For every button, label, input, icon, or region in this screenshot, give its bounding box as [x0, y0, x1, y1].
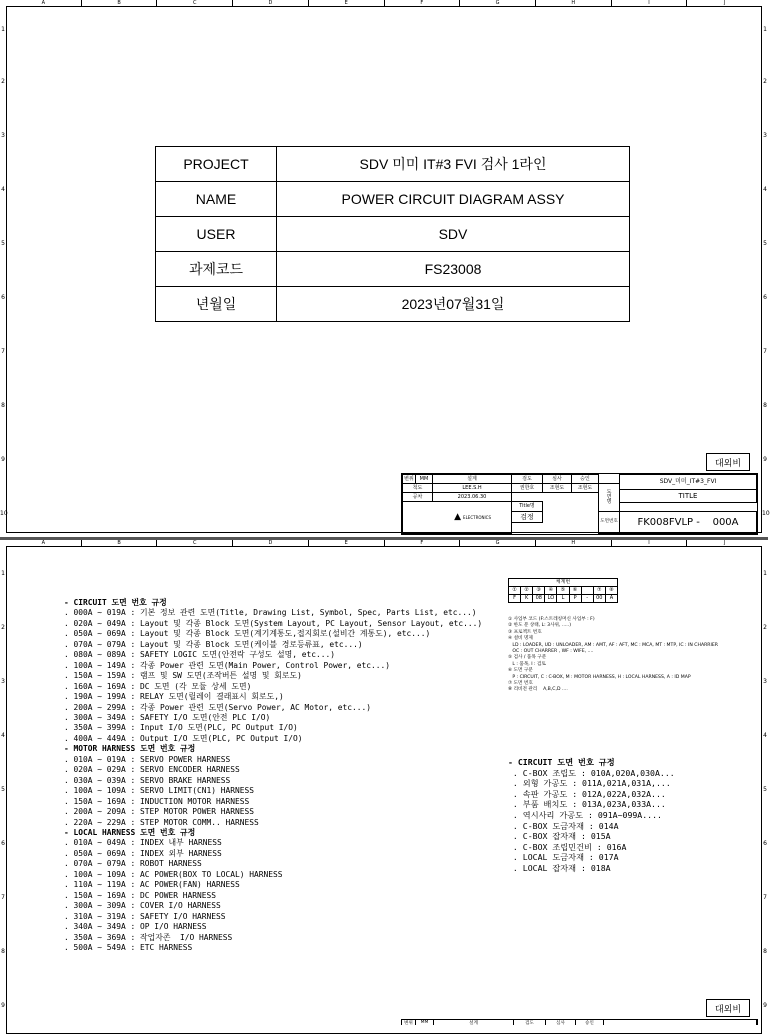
- list-item: . 외형 가공도 : 011A,021A,031A,...: [508, 778, 671, 789]
- row-label: 7: [1, 894, 5, 901]
- col-label: A: [6, 540, 82, 546]
- col-label: E: [309, 540, 385, 546]
- list-item: . 350A ~ 399A : Input I/O 도면(PLC, PC Output I/O): [64, 723, 298, 733]
- tb-blank: [604, 1020, 757, 1025]
- legend-code: L: [557, 595, 569, 602]
- drawing-number: FK008FVLP - 000A: [619, 511, 757, 534]
- list-item: . 080A ~ 089A : SAFETY LOGIC 도면(안전락 구성도 설명, etc...): [64, 650, 335, 660]
- legend-code: P: [570, 595, 582, 602]
- tb-header: 설계: [434, 1020, 514, 1025]
- list-item: . 020A ~ 049A : Layout 및 각종 Block 도면(System Layout, PC Layout, Sensor Layout, etc...): [64, 618, 483, 628]
- date-value: 2023년07월31일: [277, 287, 630, 322]
- col-label: H: [536, 540, 612, 546]
- legend-number-row: [509, 587, 617, 595]
- row-label: 8: [1, 948, 5, 955]
- tb-label: Title명: [511, 501, 543, 512]
- legend-code: 00: [594, 595, 606, 602]
- list-item: . LOCAL 잡자재 : 018A: [508, 862, 611, 873]
- tb-label: 도면번호: [598, 511, 620, 534]
- tb-header: 심사: [546, 1020, 576, 1025]
- tb-header: MM: [416, 1020, 434, 1025]
- col-label: D: [233, 540, 309, 546]
- row-label: 1: [1, 570, 5, 577]
- col-label: I: [612, 540, 688, 546]
- drawing-name: SDV_미미_IT#3_FVI: [619, 474, 757, 490]
- row-label: 6: [763, 294, 767, 301]
- company-logo: [402, 501, 512, 534]
- tb-header: 검도: [511, 474, 543, 484]
- col-label: I: [612, 0, 688, 6]
- legend-code: K: [521, 595, 533, 602]
- task-code-value: FS23008: [277, 252, 630, 287]
- list-item: . 160A ~ 169A : DC 도면 (각 모듈 상세 도면): [64, 681, 252, 691]
- row-label: 6: [763, 840, 767, 847]
- legend-number: ⑧: [609, 587, 614, 593]
- list-item: . 050A ~ 069A : INDEX 외부 HARNESS: [64, 848, 222, 858]
- list-item: . C-BOX 조립민건비 : 016A: [508, 841, 627, 852]
- tb-header: 승인: [576, 1020, 604, 1025]
- list-item: . 400A ~ 449A : Output I/O 도면(PLC, PC Output I/O): [64, 733, 303, 743]
- name-label: NAME: [156, 182, 277, 217]
- table-row: [156, 217, 630, 252]
- row-label: 7: [763, 348, 767, 355]
- col-label: J: [723, 0, 726, 6]
- col-label: F: [385, 0, 461, 6]
- section-heading: - CIRCUIT 도면 번호 규정: [508, 757, 615, 767]
- table-row: [156, 147, 630, 182]
- date-label: 년월일: [156, 287, 277, 322]
- numbering-rules-list: [64, 598, 482, 953]
- list-item: . 010A ~ 049A : INDEX 내부 HARNESS: [64, 838, 222, 848]
- list-item: . 050A ~ 069A : Layout 및 각종 Block 도면(계기계통도,접지회로(설비간 계통도), etc...): [64, 629, 431, 639]
- list-item: . 110A ~ 119A : AC POWER(FAN) HARNESS: [64, 880, 240, 890]
- row-label: 2: [763, 624, 767, 631]
- legend-code-row: [509, 595, 617, 602]
- project-info-table: [155, 146, 630, 322]
- tb-approver: 조현도: [571, 483, 599, 493]
- row-label: 7: [763, 894, 767, 901]
- tb-title: TITLE: [619, 489, 757, 503]
- list-item: . 030A ~ 039A : SERVO BRAKE HARNESS: [64, 775, 231, 785]
- col-label: J: [723, 540, 726, 546]
- list-item: . C-BOX 잡자재 : 015A: [508, 831, 611, 842]
- title-block-partial: [401, 1019, 758, 1025]
- title-block: [401, 473, 758, 535]
- row-label: 1: [763, 570, 767, 577]
- col-label: D: [233, 0, 309, 6]
- project-label: PROJECT: [156, 147, 277, 182]
- row-label: 8: [763, 402, 767, 409]
- section-heading: - CIRCUIT 도면 번호 규정: [64, 598, 167, 607]
- legend-number: ⑦: [594, 587, 606, 594]
- list-item: . 190A ~ 199A : RELAY 도면(릴레이 결래표시 회로도,): [64, 692, 284, 702]
- col-label: C: [157, 0, 233, 6]
- row-ruler-right: [762, 546, 768, 1020]
- tb-header: 변위: [402, 1020, 416, 1025]
- tb-header: 승인: [571, 474, 599, 484]
- legend-code: -: [582, 595, 594, 602]
- tb-value: 검정: [511, 511, 543, 523]
- row-label: 10: [762, 510, 770, 517]
- list-item: . 역시사리 가공도 : 091A~099A....: [508, 809, 662, 820]
- row-label: 10: [0, 510, 8, 517]
- list-item: . 200A ~ 299A : 각종 Power 관련 도면(Servo Power, AC Motor, etc...): [64, 702, 372, 712]
- list-item: . 150A ~ 169A : DC POWER HARNESS: [64, 890, 217, 900]
- legend-code: LO: [545, 595, 557, 602]
- user-label: USER: [156, 217, 277, 252]
- row-label: 7: [1, 348, 5, 355]
- legend-title: 체계번: [509, 579, 617, 587]
- tb-designer: LEE.S.H: [432, 483, 512, 493]
- row-label: 9: [1, 1002, 5, 1009]
- legend-number: ②: [521, 587, 533, 594]
- col-label: F: [385, 540, 461, 546]
- list-item: . 300A ~ 349A : SAFETY I/O 도면(안전 PLC I/O): [64, 712, 271, 722]
- list-item: . 150A ~ 159A : 램프 및 SW 도면(조작버튼 설명 및 회로도): [64, 671, 302, 681]
- list-item: . C-BOX 도금자재 : 014A: [508, 820, 619, 831]
- row-label: 1: [763, 26, 767, 33]
- list-item: . 100A ~ 109A : SERVO LIMIT(CN1) HARNESS: [64, 786, 255, 796]
- legend-code: F: [509, 595, 521, 602]
- row-label: 5: [763, 240, 767, 247]
- name-value: POWER CIRCUIT DIAGRAM ASSY: [277, 182, 630, 217]
- list-item: . 200A ~ 209A : STEP MOTOR POWER HARNESS: [64, 807, 255, 817]
- tb-header: 변위: [402, 474, 416, 484]
- legend-code: 08: [533, 595, 545, 602]
- tb-reviewer: 조현도: [542, 483, 572, 493]
- row-label: 9: [763, 456, 767, 463]
- row-label: 5: [1, 240, 5, 247]
- col-label: B: [82, 0, 158, 6]
- row-label: 8: [1, 402, 5, 409]
- col-label: B: [82, 540, 158, 546]
- table-row: [156, 252, 630, 287]
- row-label: 3: [1, 678, 5, 685]
- section-heading: - LOCAL HARNESS 도면 번호 규정: [64, 827, 196, 837]
- numbering-rules-sheet: [0, 540, 768, 1024]
- legend-code: A: [609, 595, 614, 601]
- company-name: ELECTRONICS: [463, 514, 491, 520]
- legend-number: ④: [545, 587, 557, 594]
- legend-number: [582, 587, 594, 594]
- row-label: 6: [1, 294, 5, 301]
- col-label: E: [309, 0, 385, 6]
- tb-label: 공차: [402, 492, 433, 502]
- confidential-stamp: 대외비: [706, 999, 750, 1017]
- table-row: [156, 182, 630, 217]
- list-item: . 300A ~ 309A : COVER I/O HARNESS: [64, 901, 221, 911]
- confidential-stamp: 대외비: [706, 453, 750, 471]
- legend-number: ⑤: [557, 587, 569, 594]
- row-label: 9: [763, 1002, 767, 1009]
- task-code-label: 과제코드: [156, 252, 277, 287]
- list-item: . 070A ~ 079A : ROBOT HARNESS: [64, 859, 202, 869]
- cbox-rules-list: [508, 757, 675, 874]
- tb-header: 검도: [514, 1020, 546, 1025]
- row-ruler-right: [762, 6, 768, 533]
- list-item: . C-BOX 조립도 : 010A,020A,030A...: [508, 767, 675, 778]
- col-label: A: [6, 0, 82, 6]
- list-item: . 350A ~ 369A : 작업자존 I/O HARNESS: [64, 932, 233, 942]
- row-label: 3: [763, 678, 767, 685]
- row-label: 6: [1, 840, 5, 847]
- list-item: . 100A ~ 109A : AC POWER(BOX TO LOCAL) HARNESS: [64, 869, 283, 879]
- row-label: 2: [1, 624, 5, 631]
- tb-header: 설계: [432, 474, 512, 484]
- col-label: G: [460, 0, 536, 6]
- system-number-legend: [508, 578, 618, 603]
- user-value: SDV: [277, 217, 630, 252]
- list-item: . 020A ~ 029A : SERVO ENCODER HARNESS: [64, 765, 240, 775]
- tb-checker: 권한호: [511, 483, 543, 493]
- row-label: 2: [1, 78, 5, 85]
- list-item: . 070A ~ 079A : Layout 및 각종 Block 도면(케이블 경로등류표, etc...): [64, 639, 363, 649]
- list-item: . 150A ~ 169A : INDUCTION MOTOR HARNESS: [64, 796, 250, 806]
- list-item: . 부품 배치도 : 013A,023A,033A...: [508, 799, 666, 810]
- list-item: . 500A ~ 549A : ETC HARNESS: [64, 942, 193, 952]
- tb-label: 척도: [402, 483, 433, 493]
- list-item: . LOCAL 도금자재 : 017A: [508, 852, 619, 863]
- row-label: 4: [1, 732, 5, 739]
- section-heading: - MOTOR HARNESS 도면 번호 규정: [64, 744, 196, 754]
- list-item: . 100A ~ 149A : 각종 Power 관련 도면(Main Power, Control Power, etc...): [64, 660, 391, 670]
- legend-number: ①: [509, 587, 521, 594]
- list-item: . 340A ~ 349A : OP I/O HARNESS: [64, 922, 207, 932]
- legend-number: ③: [533, 587, 545, 594]
- list-item: . 속판 가공도 : 012A,022A,032A...: [508, 788, 666, 799]
- row-label: 4: [763, 732, 767, 739]
- row-label: 3: [763, 132, 767, 139]
- row-label: 1: [1, 26, 5, 33]
- row-label: 3: [1, 132, 5, 139]
- list-item: . 220A ~ 229A : STEP MOTOR COMM.. HARNESS: [64, 817, 259, 827]
- row-label: 5: [1, 786, 5, 793]
- list-item: . 000A ~ 019A : 기본 정보 관련 도면(Title, Drawing List, Symbol, Spec, Parts List, etc...): [64, 608, 477, 618]
- row-label: 4: [1, 186, 5, 193]
- list-item: . 010A ~ 019A : SERVO POWER HARNESS: [64, 754, 231, 764]
- col-label: H: [536, 0, 612, 6]
- row-label: 5: [763, 786, 767, 793]
- row-label: 2: [763, 78, 767, 85]
- legend-notes: ① 사업부 코드 (F:스트레칭머신 사업부 : F) ② 한도 분 상태, L: 3사위, .....) ③ 프로젝트 번호 ④ 설비 명제 LD : LOADER, UD : UNLOADER, AM : AMT, AF : AFT, MC : MCA, MT : MTP, IC : IN CHARRIER OC : OUT CHARRER , WF : WIFE, .... ⑤ 검사 / 품목 구분 L : 품목, I : 검토 ⑥ 도면 구분 P : CIRCUIT, C : C-BOX, M : MOTOR HARNESS, H : LOCAL HARNESS, A : ID MAP ⑦ 도면 번호 ⑧ 리비전 관리 A,B,C,D ....: [508, 617, 718, 693]
- legend-number: ⑥: [570, 587, 582, 594]
- tb-date: 2023.06.30: [432, 492, 512, 502]
- table-row: [156, 287, 630, 322]
- row-label: 4: [763, 186, 767, 193]
- tb-header: 심사: [542, 474, 572, 484]
- col-label: G: [460, 540, 536, 546]
- row-label: 9: [1, 456, 5, 463]
- project-value: SDV 미미 IT#3 FVI 검사 1라인: [277, 147, 630, 182]
- row-label: 8: [763, 948, 767, 955]
- logo-icon: ▲: [454, 512, 462, 522]
- tb-side-label: 도 면 명: [598, 483, 620, 512]
- col-label: C: [157, 540, 233, 546]
- tb-header: MM: [415, 474, 433, 484]
- list-item: . 310A ~ 319A : SAFETY I/O HARNESS: [64, 911, 226, 921]
